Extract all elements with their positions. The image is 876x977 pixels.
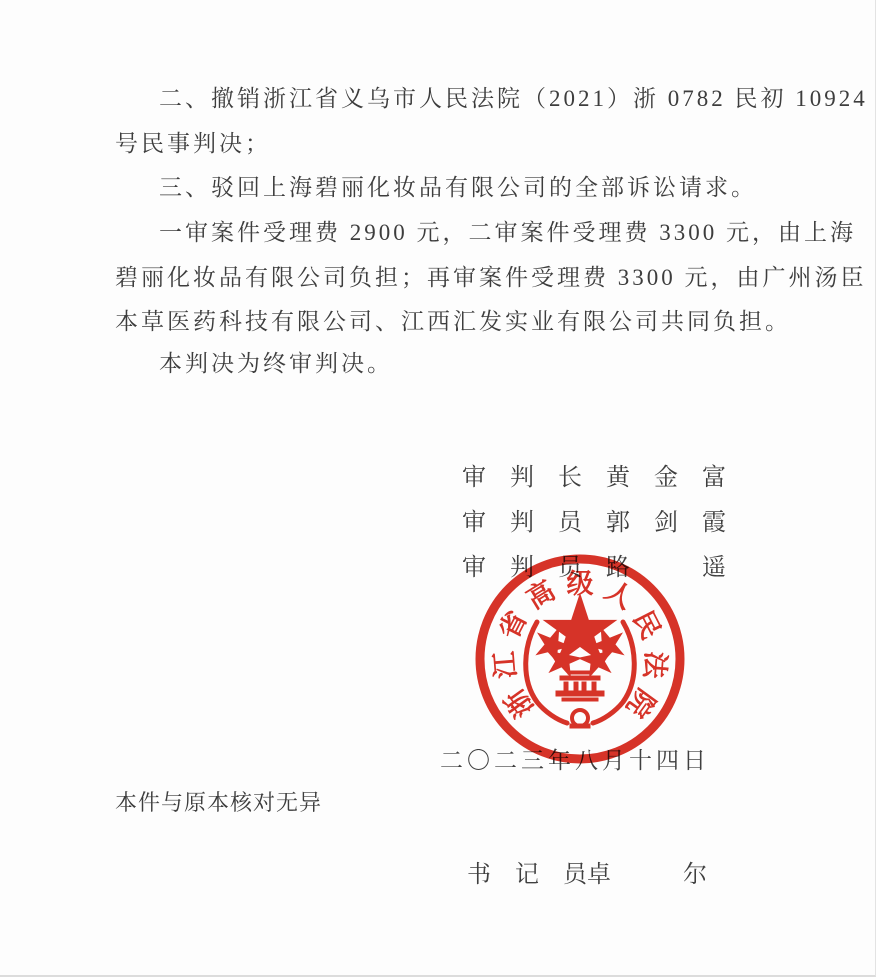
judge-role-label: 审 判 员	[462, 510, 582, 536]
court-fee-line-2: 碧丽化妆品有限公司负担；再审案件受理费 3300 元，由广州汤臣	[115, 265, 867, 290]
court-fee-line-1: 一审案件受理费 2900 元，二审案件受理费 3300 元，由上海	[159, 220, 856, 245]
signature-clerk	[443, 827, 707, 916]
svg-text:院: 院	[620, 683, 661, 723]
judgment-item-3: 三、驳回上海碧丽化妆品有限公司的全部诉讼请求。	[159, 175, 757, 200]
svg-text:浙: 浙	[499, 683, 540, 723]
national-emblem	[526, 617, 635, 728]
final-judgment-line: 本判决为终审判决。	[159, 351, 393, 376]
judgment-item-2-line-2: 号民事判决；	[115, 131, 271, 156]
svg-text:省: 省	[493, 606, 533, 644]
clerk-role-label: 书 记 员	[467, 862, 587, 888]
judgment-date: 二〇二三年八月十四日	[440, 748, 710, 773]
judgment-item-2-line-1: 二、撤销浙江省义乌市人民法院（2021）浙 0782 民初 10924	[159, 86, 868, 111]
svg-text:级: 级	[566, 569, 594, 599]
judge-role-label: 审 判 长	[462, 465, 582, 491]
svg-text:法: 法	[638, 650, 671, 680]
verification-note: 本件与原本核对无异	[115, 790, 323, 815]
judge-name: 黄 金 富	[606, 465, 726, 491]
court-fee-line-3: 本草医药科技有限公司、江西汇发实业有限公司共同负担。	[115, 309, 791, 334]
clerk-name: 卓 尔	[587, 862, 707, 888]
svg-text:人: 人	[599, 575, 639, 615]
court-seal	[471, 550, 689, 768]
judge-name: 郭 剑 霞	[606, 510, 726, 536]
svg-text:民: 民	[627, 606, 667, 644]
judge-role-label: 审 判 员	[462, 555, 582, 581]
svg-text:江: 江	[489, 650, 522, 680]
svg-text:高: 高	[521, 575, 561, 615]
court-seal-graphic	[471, 550, 689, 768]
judge-name: 路 遥	[606, 555, 726, 581]
